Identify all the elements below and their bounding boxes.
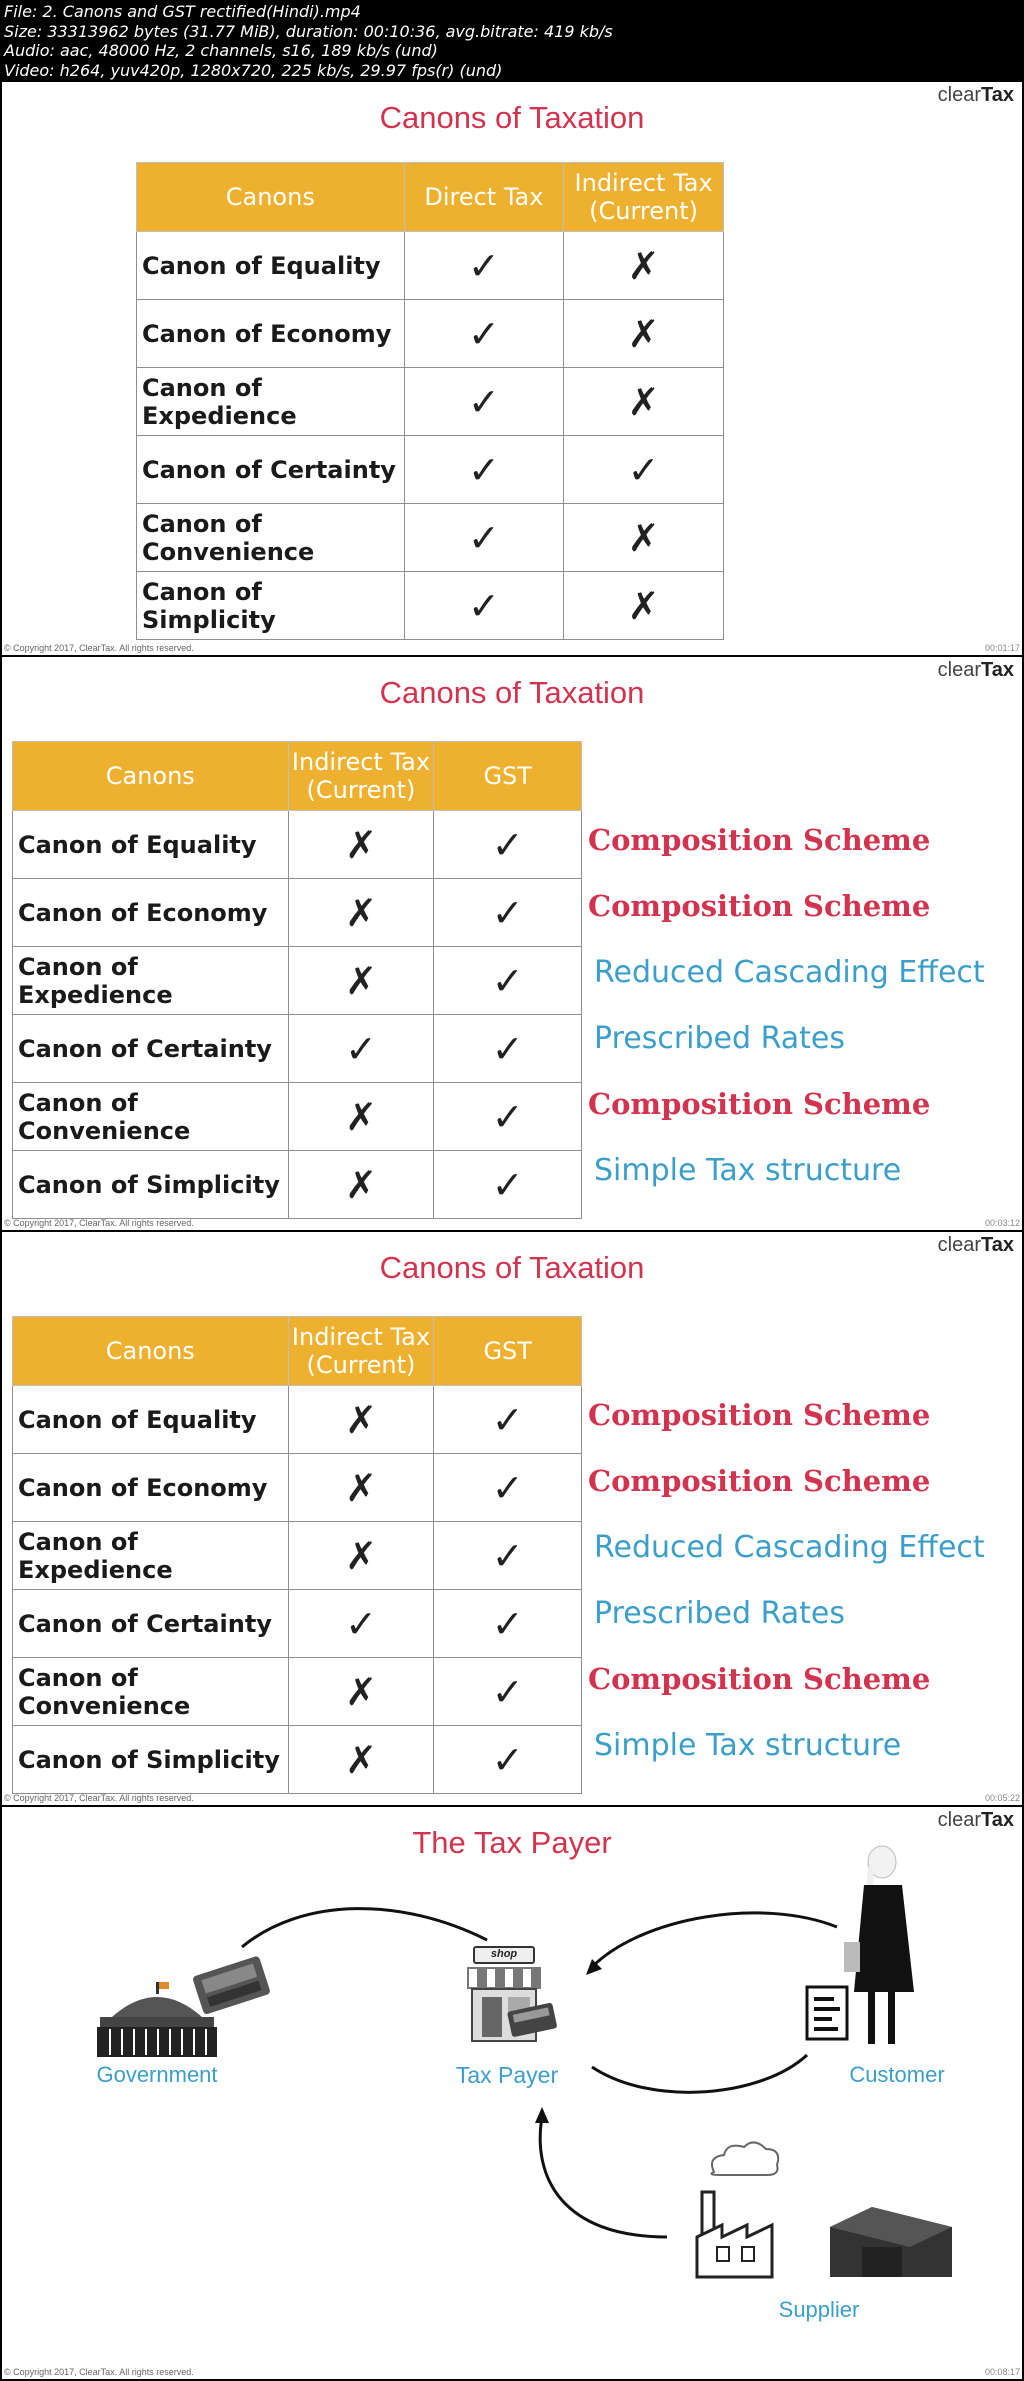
- check-icon: ✓: [434, 1454, 582, 1522]
- row-note: Simple Tax structure: [594, 1153, 902, 1188]
- header-canons: Canons: [13, 1317, 289, 1386]
- table-row: [13, 1083, 582, 1151]
- header-canons: Canons: [13, 742, 289, 811]
- header-indirect-tax: Indirect Tax (Current): [288, 1317, 434, 1386]
- canon-name: Canon of Certainty: [137, 436, 405, 504]
- meta-file: File: 2. Canons and GST rectified(Hindi).mp4: [4, 2, 361, 21]
- table-row: [137, 300, 724, 368]
- check-icon: ✓: [434, 1726, 582, 1794]
- arrow-taxpayer-to-customer: [592, 2055, 807, 2092]
- canons-gst-table: [12, 1316, 582, 1794]
- customer-woman-icon: [844, 1846, 914, 2044]
- canon-name: Canon of Economy: [13, 879, 289, 947]
- cross-icon: ✗: [288, 1083, 434, 1151]
- table-row: [137, 504, 724, 572]
- canon-name: Canon of Equality: [13, 811, 289, 879]
- cross-icon: ✗: [564, 572, 724, 640]
- table-row: [137, 572, 724, 640]
- row-note: Composition Scheme: [588, 889, 931, 923]
- table-row: [13, 1658, 582, 1726]
- timestamp: 00:08:17: [984, 2367, 1020, 2377]
- check-icon: ✓: [404, 572, 564, 640]
- copyright: © Copyright 2017, ClearTax. All rights reserved.: [4, 2367, 194, 2377]
- header-canons: Canons: [137, 163, 405, 232]
- slide-canons-gst-repeat: [2, 1232, 1022, 1805]
- check-icon: ✓: [434, 1151, 582, 1219]
- check-icon: ✓: [434, 1083, 582, 1151]
- check-icon: ✓: [434, 1386, 582, 1454]
- cleartax-logo: clearTax: [937, 1234, 1014, 1256]
- copyright: © Copyright 2017, ClearTax. All rights reserved.: [4, 643, 194, 653]
- meta-audio: Audio: aac, 48000 Hz, 2 channels, s16, 189 kb/s (und): [4, 41, 438, 60]
- cross-icon: ✗: [288, 1386, 434, 1454]
- header-indirect-tax: Indirect Tax (Current): [288, 742, 434, 811]
- canon-name: Canon of Expedience: [137, 368, 405, 436]
- table-row: [13, 1386, 582, 1454]
- slide-title: Canons of Taxation: [379, 100, 645, 135]
- warehouse-icon: [830, 2207, 952, 2277]
- cross-icon: ✗: [288, 1454, 434, 1522]
- row-note: Prescribed Rates: [594, 1596, 845, 1631]
- canon-name: Canon of Simplicity: [13, 1726, 289, 1794]
- header-gst: GST: [434, 742, 582, 811]
- header-indirect-tax: Indirect Tax (Current): [564, 163, 724, 232]
- check-icon: ✓: [404, 300, 564, 368]
- check-icon: ✓: [434, 1522, 582, 1590]
- check-icon: ✓: [404, 232, 564, 300]
- table-row: [13, 1726, 582, 1794]
- canon-name: Canon of Certainty: [13, 1015, 289, 1083]
- table-row: [13, 879, 582, 947]
- canon-name: Canon of Convenience: [137, 504, 405, 572]
- row-note: Composition Scheme: [588, 1087, 931, 1121]
- check-icon: ✓: [288, 1590, 434, 1658]
- check-icon: ✓: [434, 1590, 582, 1658]
- timestamp: 00:03:12: [984, 1218, 1020, 1228]
- canon-name: Canon of Economy: [13, 1454, 289, 1522]
- check-icon: ✓: [404, 504, 564, 572]
- cross-icon: ✗: [288, 879, 434, 947]
- tax-flow-diagram: [2, 1807, 1022, 2379]
- cash-machine-icon: [192, 1955, 271, 2015]
- table-row: [13, 1454, 582, 1522]
- cross-icon: ✗: [288, 947, 434, 1015]
- canon-name: Canon of Economy: [137, 300, 405, 368]
- meta-video: Video: h264, yuv420p, 1280x720, 225 kb/s, 29.97 fps(r) (und): [4, 60, 503, 80]
- government-label: Government: [96, 2062, 218, 2087]
- row-note: Composition Scheme: [588, 1662, 931, 1696]
- table-row: [137, 436, 724, 504]
- cross-icon: ✗: [288, 1726, 434, 1794]
- canon-name: Canon of Simplicity: [13, 1151, 289, 1219]
- canon-name: Canon of Certainty: [13, 1590, 289, 1658]
- cleartax-logo: clearTax: [937, 84, 1014, 106]
- slide-title: Canons of Taxation: [379, 1250, 645, 1285]
- cleartax-logo: clearTax: [937, 659, 1014, 681]
- table-row: [13, 1151, 582, 1219]
- invoice-icon: [807, 1987, 847, 2039]
- slide-canons-direct-indirect: [2, 82, 1022, 655]
- cross-icon: ✗: [564, 504, 724, 572]
- check-icon: ✓: [288, 1015, 434, 1083]
- row-note: Prescribed Rates: [594, 1021, 845, 1056]
- video-metadata: [0, 0, 1024, 80]
- arrow-customer-to-taxpayer: [592, 1913, 837, 1967]
- cross-icon: ✗: [288, 1522, 434, 1590]
- customer-label: Customer: [849, 2062, 945, 2087]
- row-note: Composition Scheme: [588, 823, 931, 857]
- cross-icon: ✗: [564, 232, 724, 300]
- cleartax-logo: clearTax: [937, 1809, 1014, 1831]
- supplier-label: Supplier: [778, 2297, 860, 2322]
- header-direct-tax: Direct Tax: [404, 163, 564, 232]
- check-icon: ✓: [434, 947, 582, 1015]
- slide-tax-payer: [2, 1807, 1022, 2379]
- check-icon: ✓: [434, 879, 582, 947]
- copyright: © Copyright 2017, ClearTax. All rights reserved.: [4, 1793, 194, 1803]
- header-gst: GST: [434, 1317, 582, 1386]
- check-icon: ✓: [434, 1015, 582, 1083]
- row-note: Composition Scheme: [588, 1464, 931, 1498]
- row-note: Simple Tax structure: [594, 1728, 902, 1763]
- table-row: [137, 232, 724, 300]
- canon-name: Canon of Expedience: [13, 1522, 289, 1590]
- canon-name: Canon of Convenience: [13, 1083, 289, 1151]
- table-row: [13, 947, 582, 1015]
- row-note: Reduced Cascading Effect: [594, 1530, 985, 1565]
- check-icon: ✓: [404, 436, 564, 504]
- slide-title: The Tax Payer: [412, 1825, 612, 1860]
- timestamp: 00:05:22: [984, 1793, 1020, 1803]
- slide-canons-gst: [2, 657, 1022, 1230]
- slide-title: Canons of Taxation: [379, 675, 645, 710]
- canon-name: Canon of Equality: [137, 232, 405, 300]
- cross-icon: ✗: [564, 300, 724, 368]
- table-row: [13, 1015, 582, 1083]
- canon-name: Canon of Expedience: [13, 947, 289, 1015]
- arrow-supplier-to-taxpayer: [540, 2117, 667, 2237]
- cross-icon: ✗: [288, 1658, 434, 1726]
- check-icon: ✓: [564, 436, 724, 504]
- timestamp: 00:01:17: [984, 643, 1020, 653]
- table-row: [13, 811, 582, 879]
- table-row: [13, 1522, 582, 1590]
- canons-table: [136, 162, 724, 640]
- cross-icon: ✗: [288, 1151, 434, 1219]
- canon-name: Canon of Simplicity: [137, 572, 405, 640]
- check-icon: ✓: [404, 368, 564, 436]
- table-row: [137, 368, 724, 436]
- arrow-taxpayer-to-government: [242, 1909, 487, 1947]
- row-note: Composition Scheme: [588, 1398, 931, 1432]
- taxpayer-label: Tax Payer: [455, 2062, 559, 2088]
- shop-sign-text: shop: [490, 1948, 518, 1960]
- meta-size: Size: 33313962 bytes (31.77 MiB), duration: 00:10:36, avg.bitrate: 419 kb/s: [4, 21, 613, 41]
- table-row: [13, 1590, 582, 1658]
- check-icon: ✓: [434, 1658, 582, 1726]
- cross-icon: ✗: [288, 811, 434, 879]
- canons-gst-table: [12, 741, 582, 1219]
- cross-icon: ✗: [564, 368, 724, 436]
- check-icon: ✓: [434, 811, 582, 879]
- factory-icon: [697, 2142, 778, 2277]
- canon-name: Canon of Convenience: [13, 1658, 289, 1726]
- row-note: Reduced Cascading Effect: [594, 955, 985, 990]
- copyright: © Copyright 2017, ClearTax. All rights reserved.: [4, 1218, 194, 1228]
- canon-name: Canon of Equality: [13, 1386, 289, 1454]
